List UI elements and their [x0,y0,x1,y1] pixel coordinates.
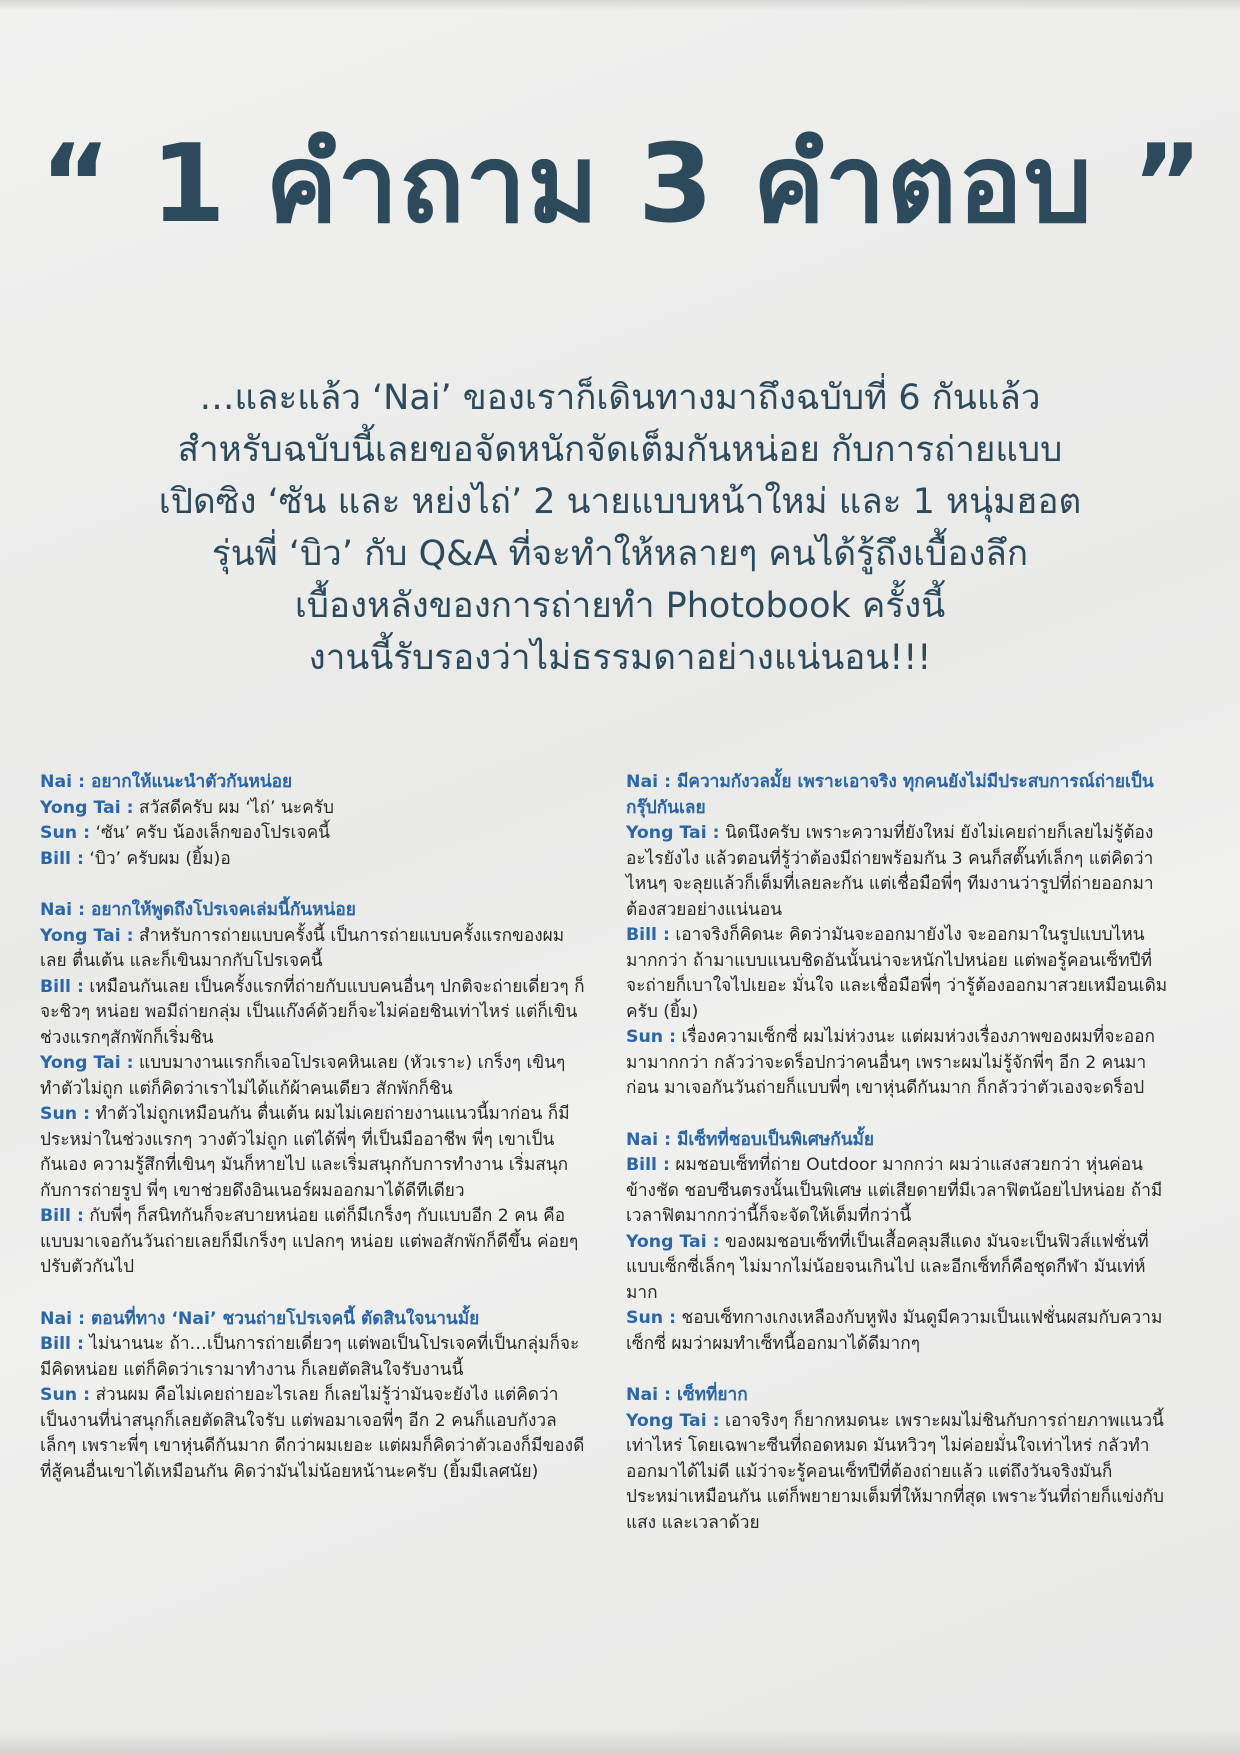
answer [626,923,1171,1025]
answer-text: เรื่องความเซ็กซี่ ผมไม่ห่วงนะ แต่ผมห่วงเรื่องภาพของผมที่จะออกมามากกว่า กลัวว่าจะดร็อปกว่าคนอื่นๆ เพราะผมไม่รู้จักพี่ๆ อีก 2 คนมาก่อน มาเจอกันวันถ่ายก็แบบพี่ๆ เขาหุ่นดีกันมาก ก็กลัวว่าตัวเองจะดร็อป [626,1027,1155,1098]
qa-block [40,1307,585,1486]
speaker: Bill : [40,1206,84,1226]
answer-text: ของผมชอบเซ็ทที่เป็นเสื้อคลุมสีแดง มันจะเป็นฟิวส์แฟชั่นที่แบบเซ็กซี่เล็กๆ ไม่มากไม่น้อยจนเกินไป และอีกเซ็ทก็คือชุดกีฬา มันเท่ห์มาก [626,1231,1149,1303]
answer [40,1102,585,1204]
answer [40,1332,585,1383]
answer [40,821,585,847]
speaker: Sun : [626,1308,676,1328]
speaker: Sun : [40,1104,90,1124]
answer [40,1051,585,1102]
intro-line: …และแล้ว ‘Nai’ ของเราก็เดินทางมาถึงฉบับที่ 6 กันแล้ว [199,378,1041,418]
answer [626,1153,1171,1230]
question: Nai : อยากให้พูดถึงโปรเจคเล่มนี้กันหน่อย [40,900,356,920]
intro-line: สำหรับฉบับนี้เลยขอจัดหนักจัดเต็มกันหน่อย กับการถ่ายแบบ [177,430,1063,470]
intro-line: รุ่นพี่ ‘บิว’ กับ Q&A ที่จะทำให้หลายๆ คนได้รู้ถึงเบื้องลึก [211,534,1029,574]
intro-line: เบื้องหลังของการถ่ายทำ Photobook ครั้งนี้ [294,586,946,626]
answer [40,1383,585,1485]
bottom-shadow [0,1730,1240,1754]
answer-text: นิดนึงครับ เพราะความที่ยังใหม่ ยังไม่เคยถ่ายก็เลยไม่รู้ต้องอะไรยังไง แล้วตอนที่รู้ว่าต้องมีถ่ายพร้อมกัน 3 คนก็สตั๊นท์เล็กๆ แต่คิดว่าไหนๆ จะลุยแล้วก็เต็มที่เลยละกัน แต่เชื่อมือพี่ๆ ทีมงานว่ารูปที่ถ่ายออกมาต้องสวยอย่างแน่นอน [626,823,1154,920]
speaker: Bill : [40,1334,84,1354]
speaker: Yong Tai : [626,1231,720,1252]
speaker: Bill : [626,1155,670,1175]
answer [40,847,585,873]
speaker: Sun : [626,1027,676,1047]
qa-block [40,898,585,1281]
speaker: Yong Tai : [626,1410,720,1431]
question: Nai : ตอนที่ทาง ‘Nai’ ชวนถ่ายโปรเจคนี้ ตัดสินใจนานมั้ย [40,1308,480,1329]
answer-text: ทำตัวไม่ถูกเหมือนกัน ตื่นเต้น ผมไม่เคยถ่ายงานแนวนี้มาก่อน ก็มีประหม่าในช่วงแรกๆ วางตัวไม่ถูก แต่ได้พี่ๆ ที่เป็นมืออาชีพ พี่ๆ เขาเป็นกันเอง ความรู้สึกที่เขินๆ มันก็หายไป และเริ่มสนุกกับการทำงาน เริ่มสนุกกับการถ่ายรูป พี่ๆ เขาช่วยดึงอินเนอร์ผมออกมาได้ดีทีเดียว [40,1104,570,1201]
answer [626,1306,1171,1357]
answer-text: ผมชอบเซ็ทที่ถ่าย Outdoor มากกว่า ผมว่าแสงสวยกว่า หุ่นค่อนข้างชัด ชอบซีนตรงนั้นเป็นพิเศษ แต่เสียดายที่มีเวลาฟิตน้อยไปหน่อย ถ้ามีเวลาฟิตมากกว่านี้ก็จะจัดให้เต็มที่กว่านี้ [626,1155,1163,1226]
speaker: Bill : [40,848,84,869]
answer-text: ‘ซัน’ ครับ น้องเล็กของโปรเจคนี้ [89,823,330,843]
right-column [626,770,1171,1562]
speaker: Bill : [626,925,670,945]
qa-block [626,1128,1171,1358]
intro-line: งานนี้รับรองว่าไม่ธรรมดาอย่างแน่นอน!!! [308,638,932,678]
speaker: Yong Tai : [40,925,134,946]
answer-text: เหมือนกันเลย เป็นครั้งแรกที่ถ่ายกับแบบคนอื่นๆ ปกติจะถ่ายเดี่ยวๆ ก็จะชิวๆ หน่อย พอมีถ่ายกลุ่ม เป็นแก๊งค์ด้วยก็จะไม่ค่อยชินเท่าไหร่ แต่ก็เขินช่วงแรกๆสักพักก็เริ่มชิน [40,976,585,1048]
question: Nai : มีความกังวลมั้ย เพราะเอาจริง ทุกคนยังไม่มีประสบการณ์ถ่ายเป็นกรุ๊ปกันเลย [626,772,1154,818]
answer [40,975,585,1052]
answer [626,1230,1171,1307]
page-title: “ 1 คำถาม 3 คำตอบ ” [40,122,1204,247]
top-shadow [0,0,1240,10]
answer [626,821,1171,923]
question: Nai : มีเซ็ทที่ชอบเป็นพิเศษกันมั้ย [626,1129,875,1150]
answer [40,1204,585,1281]
speaker: Yong Tai : [40,797,134,818]
answer-text: แบบมางานแรกก็เจอโปรเจคหินเลย (หัวเราะ) เกร็งๆ เขินๆ ทำตัวไม่ถูก แต่ก็คิดว่าเราไม่ได้แก้ผ้าคนเดียว สักพักก็ชิน [40,1053,566,1099]
answer-text: เอาจริงๆ ก็ยากหมดนะ เพราะผมไม่ชินกับการถ่ายภาพแนวนี้เท่าไหร่ โดยเฉพาะซีนที่ถอดหมด มันหวิวๆ ไม่ค่อยมั่นใจเท่าไหร่ กลัวทำออกมาได้ไม่ดี แม้ว่าจะรู้คอนเซ็ทปีที่ต้องถ่ายแล้ว แต่ถึงวันจริงมันก็ประหม่าเหมือนกัน แต่ก็พยายามเต็มที่ให้มากที่สุด เพราะวันที่ถ่ายก็แข่งกับแสง และเวลาด้วย [626,1410,1164,1533]
answer-text: เอาจริงก็คิดนะ คิดว่ามันจะออกมายังไง จะออกมาในรูปแบบไหนมากกว่า ถ้ามาแบบแนบชิดอันนั้นน่าจะหนักไปหน่อย แต่พอรู้คอนเซ็ทปีที่จะถ่ายก็เบาใจไปเยอะ มั่นใจ และเชื่อมือพี่ๆ ว่ารู้ต้องออกมาสวยเหมือนเดิมครับ (ยิ้ม) [626,925,1168,1022]
speaker: Sun : [40,823,90,843]
answer-text: ไม่นานนะ ถ้า…เป็นการถ่ายเดี่ยวๆ แต่พอเป็นโปรเจคที่เป็นกลุ่มก็จะมีคิดหน่อย แต่ก็คิดว่าเรามาทำงาน ก็เลยตัดสินใจรับงานนี้ [40,1334,580,1380]
qa-block [40,770,585,872]
intro-line: เปิดซิง ‘ซัน และ หย่งไถ่’ 2 นายแบบหน้าใหม่ และ 1 หนุ่มฮอต [158,482,1082,522]
question: Nai : เซ็ทที่ยาก [626,1385,748,1405]
answer [626,1409,1171,1537]
answer [40,796,585,822]
answer-text: กับพี่ๆ ก็สนิทกันก็จะสบายหน่อย แต่ก็มีเกร็งๆ กับแบบอีก 2 คน คือแบบมาเจอกันวันถ่ายเลยก็มีเกร็งๆ แปลกๆ หน่อย แต่พอสักพักก็ดีขึ้น ค่อยๆ ปรับตัวกันไป [40,1206,579,1277]
answer [626,1025,1171,1102]
question: Nai : อยากให้แนะนำตัวกันหน่อย [40,772,293,792]
answer-text: ชอบเซ็ทกางเกงเหลืองกับหูฟัง มันดูมีความเป็นแฟชั่นผสมกับความเซ็กซี่ ผมว่าผมทำเซ็ทนี้ออกมาได้ดีมากๆ [626,1308,1163,1354]
qa-block [626,1383,1171,1536]
intro-paragraph [40,372,1200,684]
speaker: Yong Tai : [40,1053,134,1073]
qa-block [626,770,1171,1102]
answer-text: ‘บิว’ ครับผม (ยิ้ม)อ [83,848,231,869]
speaker: Bill : [40,976,84,997]
left-column [40,770,585,1511]
answer [40,924,585,975]
answer-text: ส่วนผม คือไม่เคยถ่ายอะไรเลย ก็เลยไม่รู้ว่ามันจะยังไง แต่คิดว่าเป็นงานที่น่าสนุกก็เลยตัดสินใจรับ แต่พอมาเจอพี่ๆ อีก 2 คนก็แอบกังวลเล็กๆ เพราะพี่ๆ เขาหุ่นดีกันมาก ดีกว่าผมเยอะ แต่ผมก็คิดว่าตัวเองก็มีของดีที่สู้คนอื่นเขาได้เหมือนกัน คิดว่ามันไม่น้อยหน้านะครับ (ยิ้มมีเลศนัย) [40,1385,585,1482]
speaker: Yong Tai : [626,823,720,843]
answer-text: สำหรับการถ่ายแบบครั้งนี้ เป็นการถ่ายแบบครั้งแรกของผมเลย ตื่นเต้น และก็เขินมากกับโปรเจคนี้ [40,925,565,971]
speaker: Sun : [40,1385,90,1405]
answer-text: สวัสดีครับ ผม ‘ไถ่’ นะครับ [133,797,334,818]
